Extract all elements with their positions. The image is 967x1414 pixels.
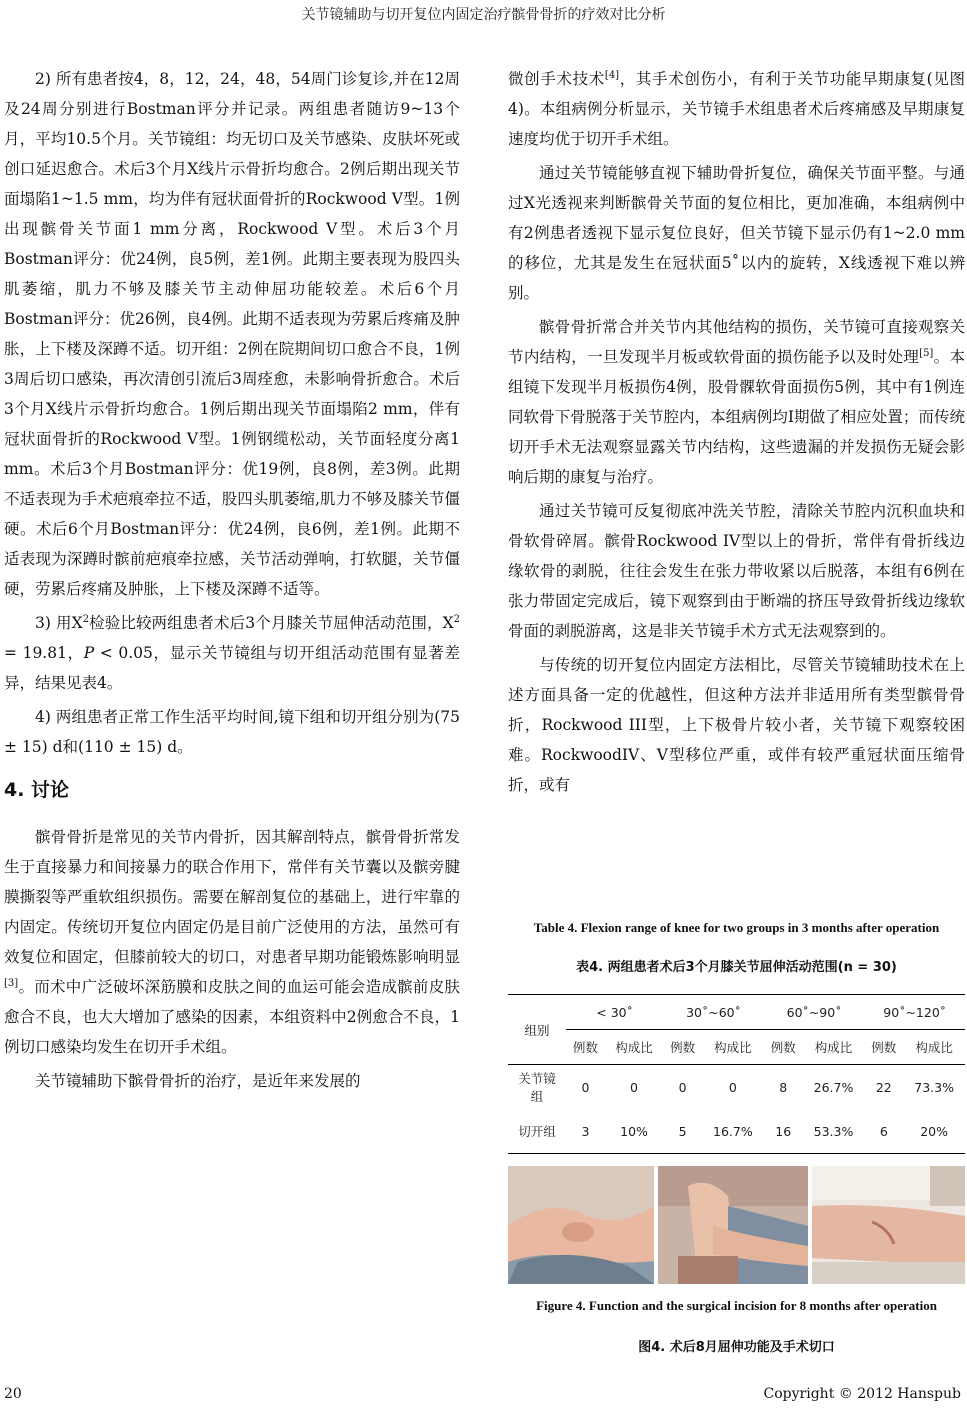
results-paragraph-2: 2) 所有患者按4，8，12，24，48，54周门诊复诊,并在12周及24周分别进行Bostman评分并记录。两组患者随访9~13个月，平均10.5个月。关节镜组：均无切口及关节感染、皮肤坏死或创口延迟愈合。术后3个月X线片示骨折均愈合。2例后期出现关节面塌陷1~1.5 mm，均为伴有冠状面骨折的Rockwood V型。1例出现髌骨关节面1 mm分离，Rockwood V型。术后3个月Bostman评分：优24例，良5例，差1例。此期主要表现为股四头肌萎缩，肌力不够及膝关节主动伸屈功能较差。术后6个月Bostman评分：优26例，良4例。此期不适表现为劳累后疼痛及肿胀，上下楼及深蹲不适。切开组：2例在院期间切口愈合不良，1例3周后切口感染，再次清创引流后3周痊愈，未影响骨折愈合。术后3个月X线片示骨折均愈合。1例后期出现关节面塌陷2 mm，伴有冠状面骨折的Rockwood V型。1例钢缆松动，关节面轻度分离1 mm。术后3个月Bostman评分：优19例，良8例，差3例。此期不适表现为手术疤痕牵拉不适，股四头肌萎缩,肌力不够及膝关节僵硬。术后6个月Bostman评分：优24例，良6例，差1例。此期不适表现为深蹲时髌前疤痕牵拉感，关节活动弹响，打软腿，关节僵硬，劳累后疼痛及肿胀，上下楼及深蹲不适等。	[4, 70, 460, 598]
photo-knee-extension	[658, 1166, 808, 1284]
table-header-range: 90˚~120˚	[864, 995, 965, 1030]
table-cell: 10%	[605, 1109, 663, 1154]
table-row	[508, 1065, 965, 1110]
table-cell-group: 切开组	[508, 1109, 566, 1154]
right-column	[508, 64, 965, 804]
discussion-paragraph-2-cont: 微创手术技术[4]，其手术创伤小，有利于关节功能早期康复(见图4)。本组病例分析显示，关节镜手术组患者术后疼痛感及早期康复速度均优于切开手术组。	[508, 69, 965, 148]
table-caption-en: Table 4. Flexion range of knee for two groups in 3 months after operation	[533, 920, 940, 935]
discussion-paragraph-5: 通过关节镜可反复彻底冲洗关节腔，清除关节腔内沉积血块和骨软骨碎屑。髌骨Rockwood IV型以上的骨折，常伴有骨折线边缘软骨的剥脱，往往会发生在张力带收紧以后脱落，本组有6例在张力带固定完成后，镜下观察到由于断端的挤压导致骨折线边缘软骨面的剥脱游离，这是非关节镜手术方式无法观察到的。	[508, 502, 965, 640]
table-subheader: 例数	[864, 1030, 903, 1065]
table-cell: 3	[566, 1109, 605, 1154]
copyright-notice: Copyright © 2012 Hanspub	[763, 1386, 961, 1402]
figure-4-photos	[508, 1166, 965, 1284]
discussion-paragraph-3: 通过关节镜能够直视下辅助骨折复位，确保关节面平整。与通过X光透视来判断髌骨关节面的复位相比，更加准确，本组病例中有2例患者透视下显示复位良好，但关节镜下显示仍有1~2.0 mm的移位，尤其是发生在冠状面5˚以内的旋转，X线透视下难以辨别。	[508, 164, 965, 302]
table-subheader: 例数	[566, 1030, 605, 1065]
table-cell: 20%	[903, 1109, 965, 1154]
discussion-paragraph-6: 与传统的切开复位内固定方法相比，尽管关节镜辅助技术在上述方面具备一定的优越性，但这种方法并非适用所有类型髌骨骨折，Rockwood III型，上下极骨片较小者，关节镜下观察较困难。RockwoodIV、V型移位严重，或伴有较严重冠状面压缩骨折，或有	[508, 656, 965, 794]
figure-caption-en: Figure 4. Function and the surgical incision for 8 months after operation	[536, 1298, 937, 1313]
table-header-range: 30˚~60˚	[663, 995, 764, 1030]
table-cell: 6	[864, 1109, 903, 1154]
table-cell: 0	[728, 1079, 737, 1095]
table-subheader: 例数	[764, 1030, 803, 1065]
page-number: 20	[4, 1386, 22, 1402]
figure-caption-zh: 图4. 术后8月屈伸功能及手术切口	[638, 1340, 835, 1355]
table-header-range: 60˚~90˚	[764, 995, 865, 1030]
table-cell: 0	[630, 1079, 638, 1095]
results-paragraph-4: 4) 两组患者正常工作生活平均时间,镜下组和切开组分别为(75 ± 15) d和(110 ± 15) d。	[4, 708, 460, 756]
discussion-paragraph-2: 关节镜辅助下髌骨骨折的治疗，是近年来发展的	[35, 1072, 361, 1090]
photo-knee-flexion	[508, 1166, 654, 1284]
table-header-group: 组别	[508, 995, 566, 1065]
table-cell: 53.3%	[803, 1109, 865, 1154]
left-column	[4, 64, 460, 1100]
table-subheader: 构成比	[903, 1030, 965, 1065]
table-subheader: 构成比	[803, 1030, 865, 1065]
table-cell: 16	[764, 1109, 803, 1154]
table-subheader: 例数	[663, 1030, 702, 1065]
table-subheader: 构成比	[702, 1030, 764, 1065]
table-cell: 8	[779, 1079, 788, 1095]
table-cell: 73.3%	[914, 1079, 954, 1095]
table-4	[508, 994, 965, 1154]
table-caption-zh: 表4. 两组患者术后3个月膝关节屈伸活动范围(n = 30)	[576, 960, 897, 975]
table-cell: 0	[678, 1079, 687, 1095]
table-row	[508, 1109, 965, 1154]
table-cell: 22	[875, 1079, 892, 1095]
table-cell: 26.7%	[813, 1079, 854, 1095]
section-heading-discussion: 4. 讨论	[4, 779, 70, 801]
table-cell-group: 关节镜组	[518, 1071, 556, 1104]
photo-surgical-incision	[812, 1166, 965, 1284]
running-head: 关节镜辅助与切开复位内固定治疗髌骨骨折的疗效对比分析	[301, 7, 666, 23]
discussion-paragraph-1: 髌骨骨折是常见的关节内骨折，因其解剖特点，髌骨骨折常发生于直接暴力和间接暴力的联合作用下，常伴有关节囊以及髌旁腱膜撕裂等严重软组织损伤。需要在解剖复位的基础上，进行牢靠的内固定。传统切开复位内固定仍是目前广泛使用的方法，虽然可有效复位和固定，但膝前较大的切口，对患者早期功能锻炼影响明显[3]。而术中广泛破坏深筋膜和皮肤之间的血运可能会造成髌前皮肤愈合不良，也大大增加了感染的因素，本组资料中2例愈合不良，1例切口感染均发生在切开手术组。	[4, 828, 460, 1056]
discussion-paragraph-4: 髌骨骨折常合并关节内其他结构的损伤，关节镜可直接观察关节内结构，一旦发现半月板或软骨面的损伤能予以及时处理[5]。本组镜下发现半月板损伤4例，股骨髁软骨面损伤5例，其中有1例连同软骨下骨脱落于关节腔内，本组病例均I期做了相应处置；而传统切开手术无法观察显露关节内结构，这些遗漏的并发损伤无疑会影响后期的康复与治疗。	[508, 318, 965, 486]
table-cell: 16.7%	[702, 1109, 764, 1154]
results-paragraph-3: 3) 用$X^2$检验比较两组患者术后3个月膝关节屈伸活动范围，$X^2 = 19.81$，P < 0.05，显示关节镜组与切开组活动范围有显著差异，结果见表4。	[4, 613, 460, 692]
table-cell: 5	[663, 1109, 702, 1154]
table-cell: 0	[581, 1079, 590, 1095]
table-header-range: < 30˚	[566, 995, 663, 1030]
table-subheader: 构成比	[605, 1030, 663, 1065]
